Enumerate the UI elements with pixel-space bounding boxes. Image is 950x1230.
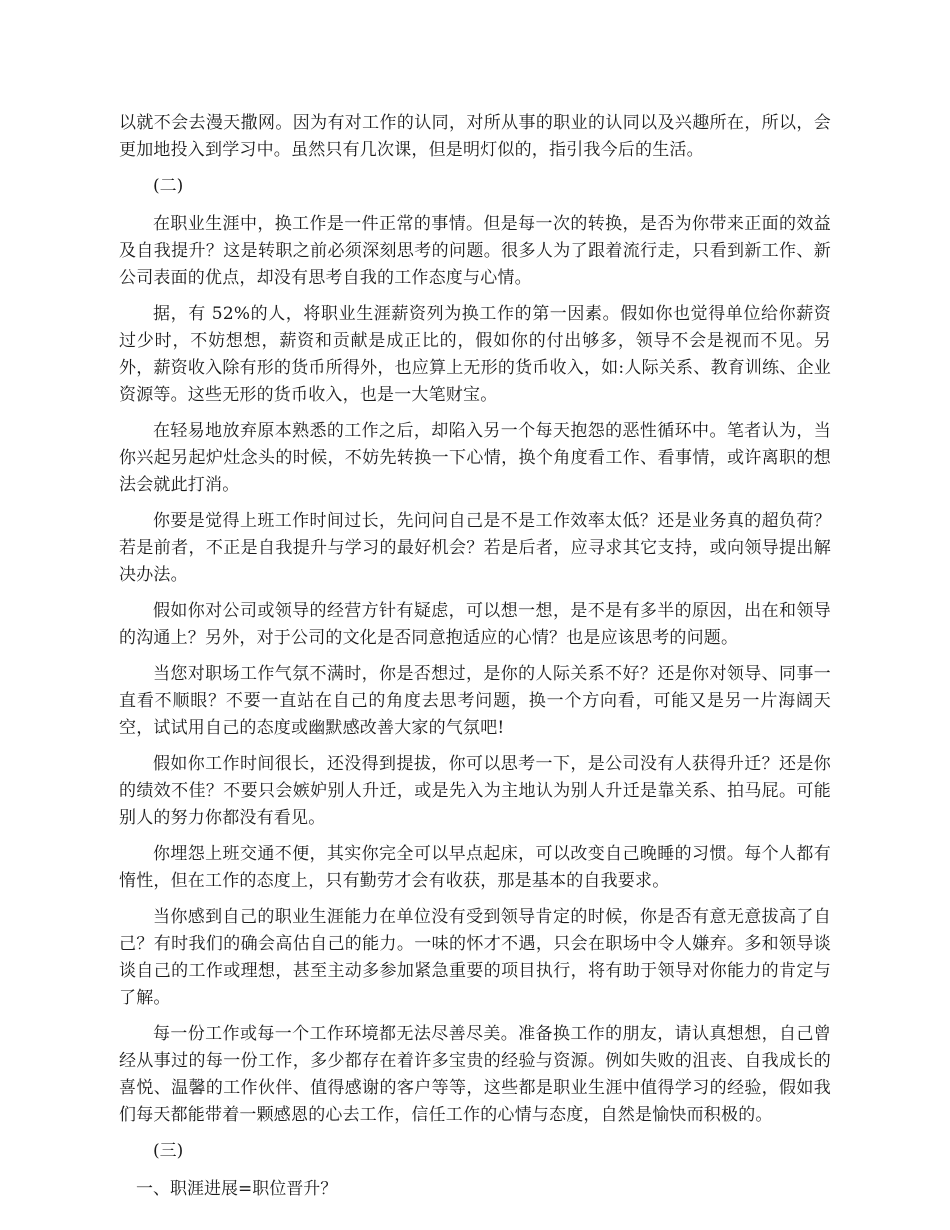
paragraph: 你要是觉得上班工作时间过长，先问问自己是不是工作效率太低？还是业务真的超负荷？若是前者，不正是自我提升与学习的最好机会？若是后者，应寻求其它支持，或向领导提出解决办法。 xyxy=(119,511,831,585)
paragraph: 当你感到自己的职业生涯能力在单位没有受到领导肯定的时候，你是否有意无意拔高了自己？有时我们的确会高估自己的能力。一味的怀才不遇，只会在职场中令人嫌弃。多和领导谈谈自己的工作或理想，甚至主动多参加紧急重要的项目执行，将有助于领导对你能力的肯定与了解。 xyxy=(119,907,831,1008)
paragraph: 你埋怨上班交通不便，其实你完全可以早点起床，可以改变自己晚睡的习惯。每个人都有惰性，但在工作的态度上，只有勤劳才会有收获，那是基本的自我要求。 xyxy=(119,844,831,891)
paragraph: 当您对职场工作气氛不满时，你是否想过，是你的人际关系不好？还是你对领导、同事一直看不顺眼？不要一直站在自己的角度去思考问题，换一个方向看，可能又是另一片海阔天空，试试用自己的态度或幽默感改善大家的气氛吧! xyxy=(119,664,831,738)
section-marker-2: (二) xyxy=(153,176,184,196)
paragraph-continued: 以就不会去漫天撒网。因为有对工作的认同，对所从事的职业的认同以及兴趣所在，所以，会更加地投入到学习中。虽然只有几次课，但是明灯似的，指引我今后的生活。 xyxy=(119,113,831,160)
paragraph: 假如你工作时间很长，还没得到提拔，你可以思考一下，是公司没有人获得升迁？还是你的绩效不佳？不要只会嫉妒别人升迁，或是先入为主地认为别人升迁是靠关系、拍马屁。可能别人的努力你都没有看见。 xyxy=(119,754,831,828)
section-marker-3: (三) xyxy=(153,1141,184,1161)
paragraph: 在轻易地放弃原本熟悉的工作之后，却陷入另一个每天抱怨的恶性循环中。笔者认为，当你兴起另起炉灶念头的时候，不妨先转换一下心情，换个角度看工作、看事情，或许离职的想法会就此打消。 xyxy=(119,421,831,495)
section-heading: 一、职涯进展=职位晋升？ xyxy=(136,1179,338,1199)
paragraph: 每一份工作或每一个工作环境都无法尽善尽美。准备换工作的朋友，请认真想想，自己曾经从事过的每一份工作，多少都存在着许多宝贵的经验与资源。例如失败的沮丧、自我成长的喜悦、温馨的工作伙伴、值得感谢的客户等等，这些都是职业生涯中值得学习的经验，假如我们每天都能带着一颗感恩的心去工作，信任工作的心情与态度，自然是愉快而积极的。 xyxy=(119,1024,831,1125)
paragraph: 假如你对公司或领导的经营方针有疑虑，可以想一想，是不是有多半的原因，出在和领导的沟通上？另外，对于公司的文化是否同意抱适应的心情？也是应该思考的问题。 xyxy=(119,601,831,648)
document-body xyxy=(119,110,831,1203)
paragraph: 在职业生涯中，换工作是一件正常的事情。但是每一次的转换，是否为你带来正面的效益及自我提升？这是转职之前必须深刻思考的问题。很多人为了跟着流行走，只看到新工作、新公司表面的优点，却没有思考自我的工作态度与心情。 xyxy=(119,214,831,288)
paragraph: 据，有 52%的人，将职业生涯薪资列为换工作的第一因素。假如你也觉得单位给你薪资过少时，不妨想想，薪资和贡献是成正比的，假如你的付出够多，领导不会是视而不见。另外，薪资收入除有形的货币所得外，也应算上无形的货币收入，如:人际关系、教育训练、企业资源等。这些无形的货币收入，也是一大笔财宝。 xyxy=(119,304,831,405)
